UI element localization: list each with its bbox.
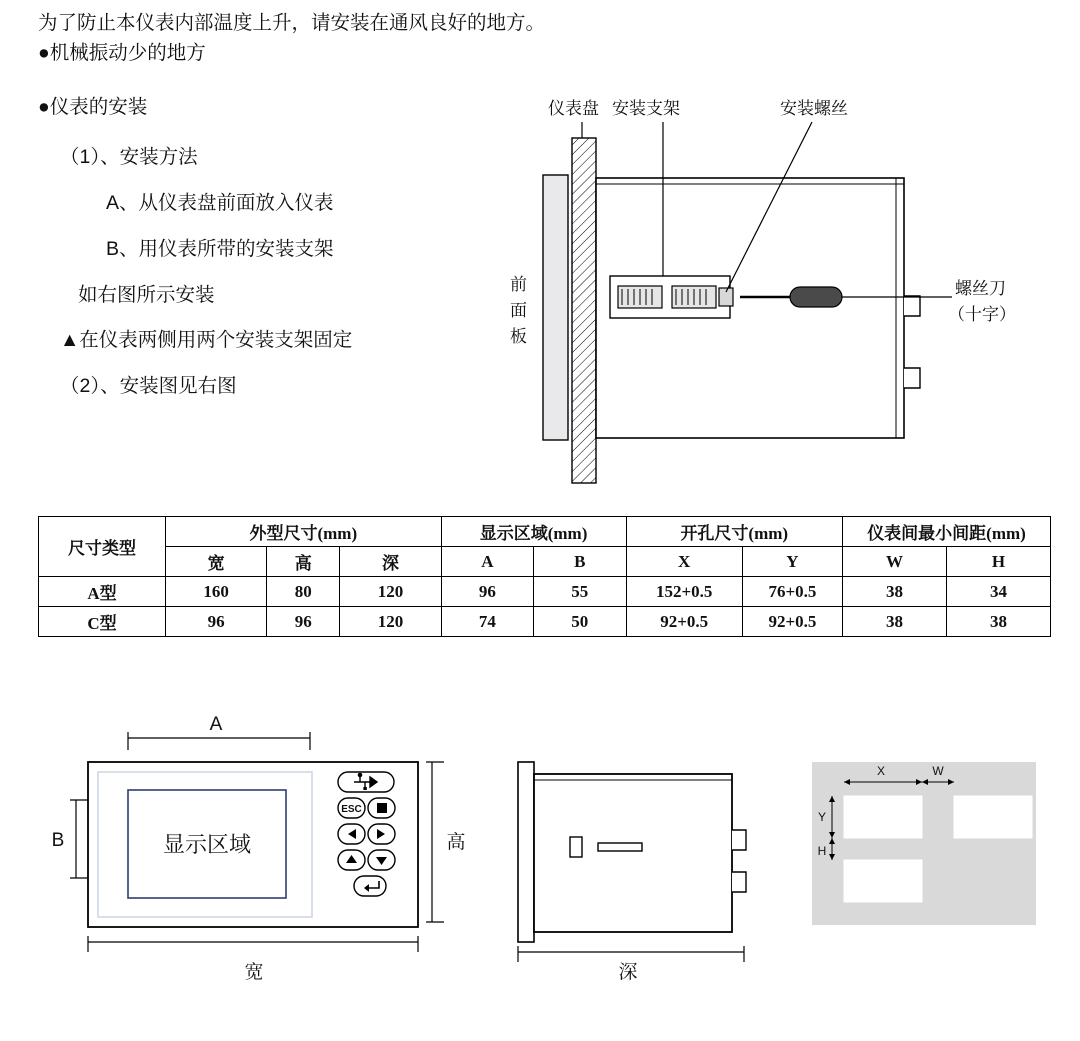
table-cell: 152+0.5 bbox=[626, 577, 742, 607]
label-front-panel-2: 面 bbox=[510, 301, 527, 320]
table-cell: 74 bbox=[441, 607, 533, 637]
table-header-group-row bbox=[39, 517, 1051, 547]
table-cell: 92+0.5 bbox=[626, 607, 742, 637]
table-group-cutout: 开孔尺寸(mm) bbox=[626, 517, 843, 547]
label-dim-b: B bbox=[51, 830, 65, 851]
paragraph-note-brackets: ▲在仪表两侧用两个安装支架固定 bbox=[60, 329, 353, 351]
front-view bbox=[52, 714, 466, 983]
table-cell: 80 bbox=[267, 577, 340, 607]
label-display-area: 显示区域 bbox=[162, 832, 252, 857]
table-cell: 38 bbox=[946, 607, 1050, 637]
table-cell: A型 bbox=[39, 577, 166, 607]
table-col-height: 高 bbox=[267, 547, 340, 577]
table-cell: 160 bbox=[166, 577, 267, 607]
label-dim-height: 高 bbox=[446, 832, 466, 853]
label-dim-a: A bbox=[209, 714, 223, 735]
table-group-display: 显示区域(mm) bbox=[441, 517, 626, 547]
paragraph-install-diagram: （2）、安装图见右图 bbox=[60, 375, 237, 397]
table-col-h: H bbox=[946, 547, 1050, 577]
label-dim-w: W bbox=[932, 764, 944, 778]
table-group-spacing: 仪表间最小间距(mm) bbox=[843, 517, 1051, 547]
label-front-panel-1: 前 bbox=[510, 275, 527, 294]
table-col-b: B bbox=[534, 547, 626, 577]
table-col-width: 宽 bbox=[166, 547, 267, 577]
label-screwdriver-2: （十字） bbox=[948, 305, 1016, 324]
table-row bbox=[39, 607, 1051, 637]
table-col-a: A bbox=[441, 547, 533, 577]
side-view bbox=[518, 762, 746, 983]
square-icon bbox=[377, 803, 387, 813]
table-group-outline: 外型尺寸(mm) bbox=[166, 517, 442, 547]
table-col-y: Y bbox=[742, 547, 842, 577]
table-cell: 96 bbox=[267, 607, 340, 637]
label-dim-y: Y bbox=[817, 810, 827, 824]
table-col-w: W bbox=[843, 547, 947, 577]
table-col-x: X bbox=[626, 547, 742, 577]
label-screwdriver-1: 螺丝刀 bbox=[955, 279, 1006, 298]
table-cell: 50 bbox=[534, 607, 626, 637]
table-cell: 55 bbox=[534, 577, 626, 607]
table-row bbox=[39, 577, 1051, 607]
table-cell: 38 bbox=[843, 607, 947, 637]
table-cell: 120 bbox=[340, 607, 441, 637]
table-cell: C型 bbox=[39, 607, 166, 637]
heading-installation: ●仪表的安装 bbox=[38, 96, 148, 118]
label-dim-x: X bbox=[876, 764, 886, 778]
cutout-view bbox=[812, 762, 1036, 925]
installation-diagram bbox=[500, 88, 1080, 498]
label-dim-depth: 深 bbox=[618, 962, 638, 983]
paragraph-vibration: ●机械振动少的地方 bbox=[38, 42, 206, 64]
label-key-esc: ESC bbox=[341, 804, 362, 815]
paragraph-step-b: B、用仪表所带的安装支架 bbox=[106, 238, 334, 260]
table-cell: 96 bbox=[441, 577, 533, 607]
table-cell: 38 bbox=[843, 577, 947, 607]
paragraph-ventilation: 为了防止本仪表内部温度上升，请安装在通风良好的地方。 bbox=[38, 12, 546, 34]
dimension-table bbox=[38, 516, 1051, 637]
table-col-depth: 深 bbox=[340, 547, 441, 577]
table-header-col-row bbox=[39, 547, 1051, 577]
paragraph-see-figure: 如右图所示安装 bbox=[78, 284, 215, 306]
table-cell: 96 bbox=[166, 607, 267, 637]
paragraph-step-a: A、从仪表盘前面放入仪表 bbox=[106, 192, 334, 214]
table-cell: 120 bbox=[340, 577, 441, 607]
table-cell: 34 bbox=[946, 577, 1050, 607]
bottom-drawings bbox=[0, 690, 1080, 1020]
label-panel: 仪表盘 bbox=[548, 99, 599, 118]
table-cell: 92+0.5 bbox=[742, 607, 842, 637]
table-cell: 76+0.5 bbox=[742, 577, 842, 607]
table-header-dimension-type: 尺寸类型 bbox=[39, 517, 166, 577]
label-screw: 安装螺丝 bbox=[780, 99, 848, 118]
paragraph-method-title: （1）、安装方法 bbox=[60, 146, 198, 168]
label-bracket: 安装支架 bbox=[612, 99, 680, 118]
label-front-panel-3: 板 bbox=[510, 327, 527, 346]
label-dim-width: 宽 bbox=[244, 962, 264, 983]
label-dim-h: H bbox=[817, 844, 827, 858]
